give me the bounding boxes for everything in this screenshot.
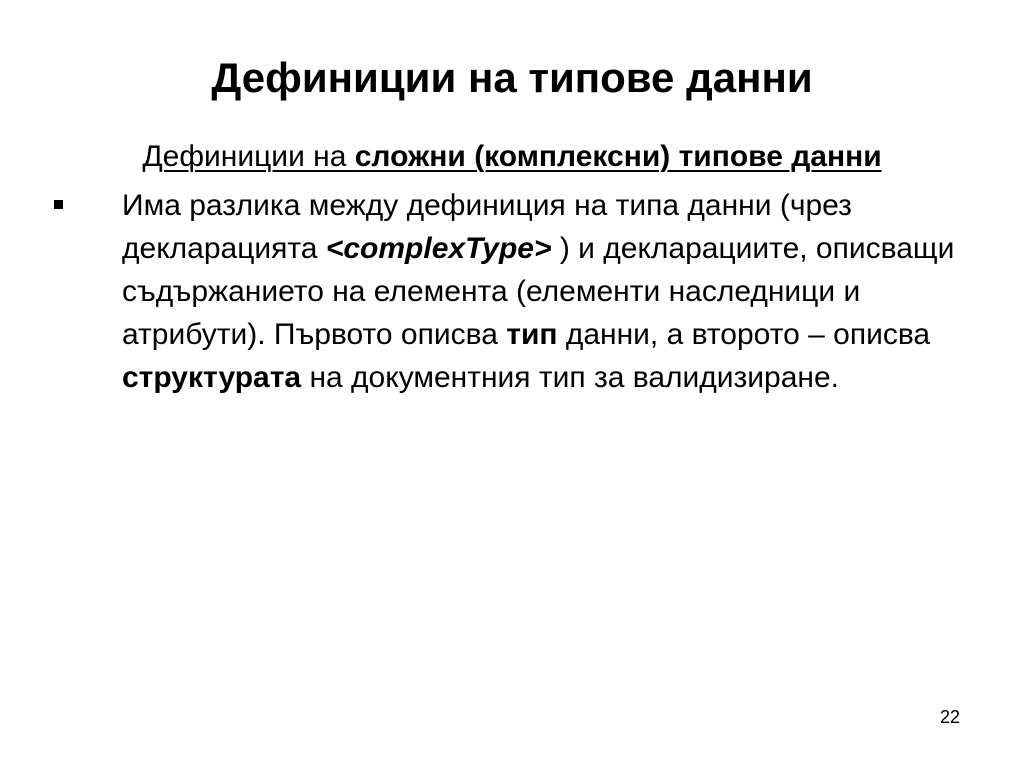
bullet-paragraph (122, 184, 982, 399)
bullet-text-3: данни, а второто – описва (557, 318, 931, 351)
page-number: 22 (939, 707, 961, 727)
bullet-text-4: на документния тип за валидизиране. (301, 361, 840, 394)
slide-title: Дефиниции на типове данни (211, 54, 813, 101)
bullet-bold-structure: структурата (122, 361, 302, 394)
subtitle-text: Дефиниции на (142, 140, 355, 173)
bullet-bold-type: тип (506, 318, 558, 351)
bullet-code-complextype: <complexType> (325, 232, 552, 265)
bullet-text-1: Има разлика между дефиниция на типа данни (чрез декларацията (122, 189, 852, 265)
bullet-text-2: ) и декларациите, описващи съдържанието на елемента (елементи наследници и атрибути). Първото описва (122, 232, 955, 351)
bullet-square-icon (54, 200, 63, 209)
subtitle-underlined (142, 140, 881, 173)
slide-subtitle (0, 138, 1024, 176)
subtitle-bold-text: сложни (комплексни) типове данни (354, 140, 882, 173)
